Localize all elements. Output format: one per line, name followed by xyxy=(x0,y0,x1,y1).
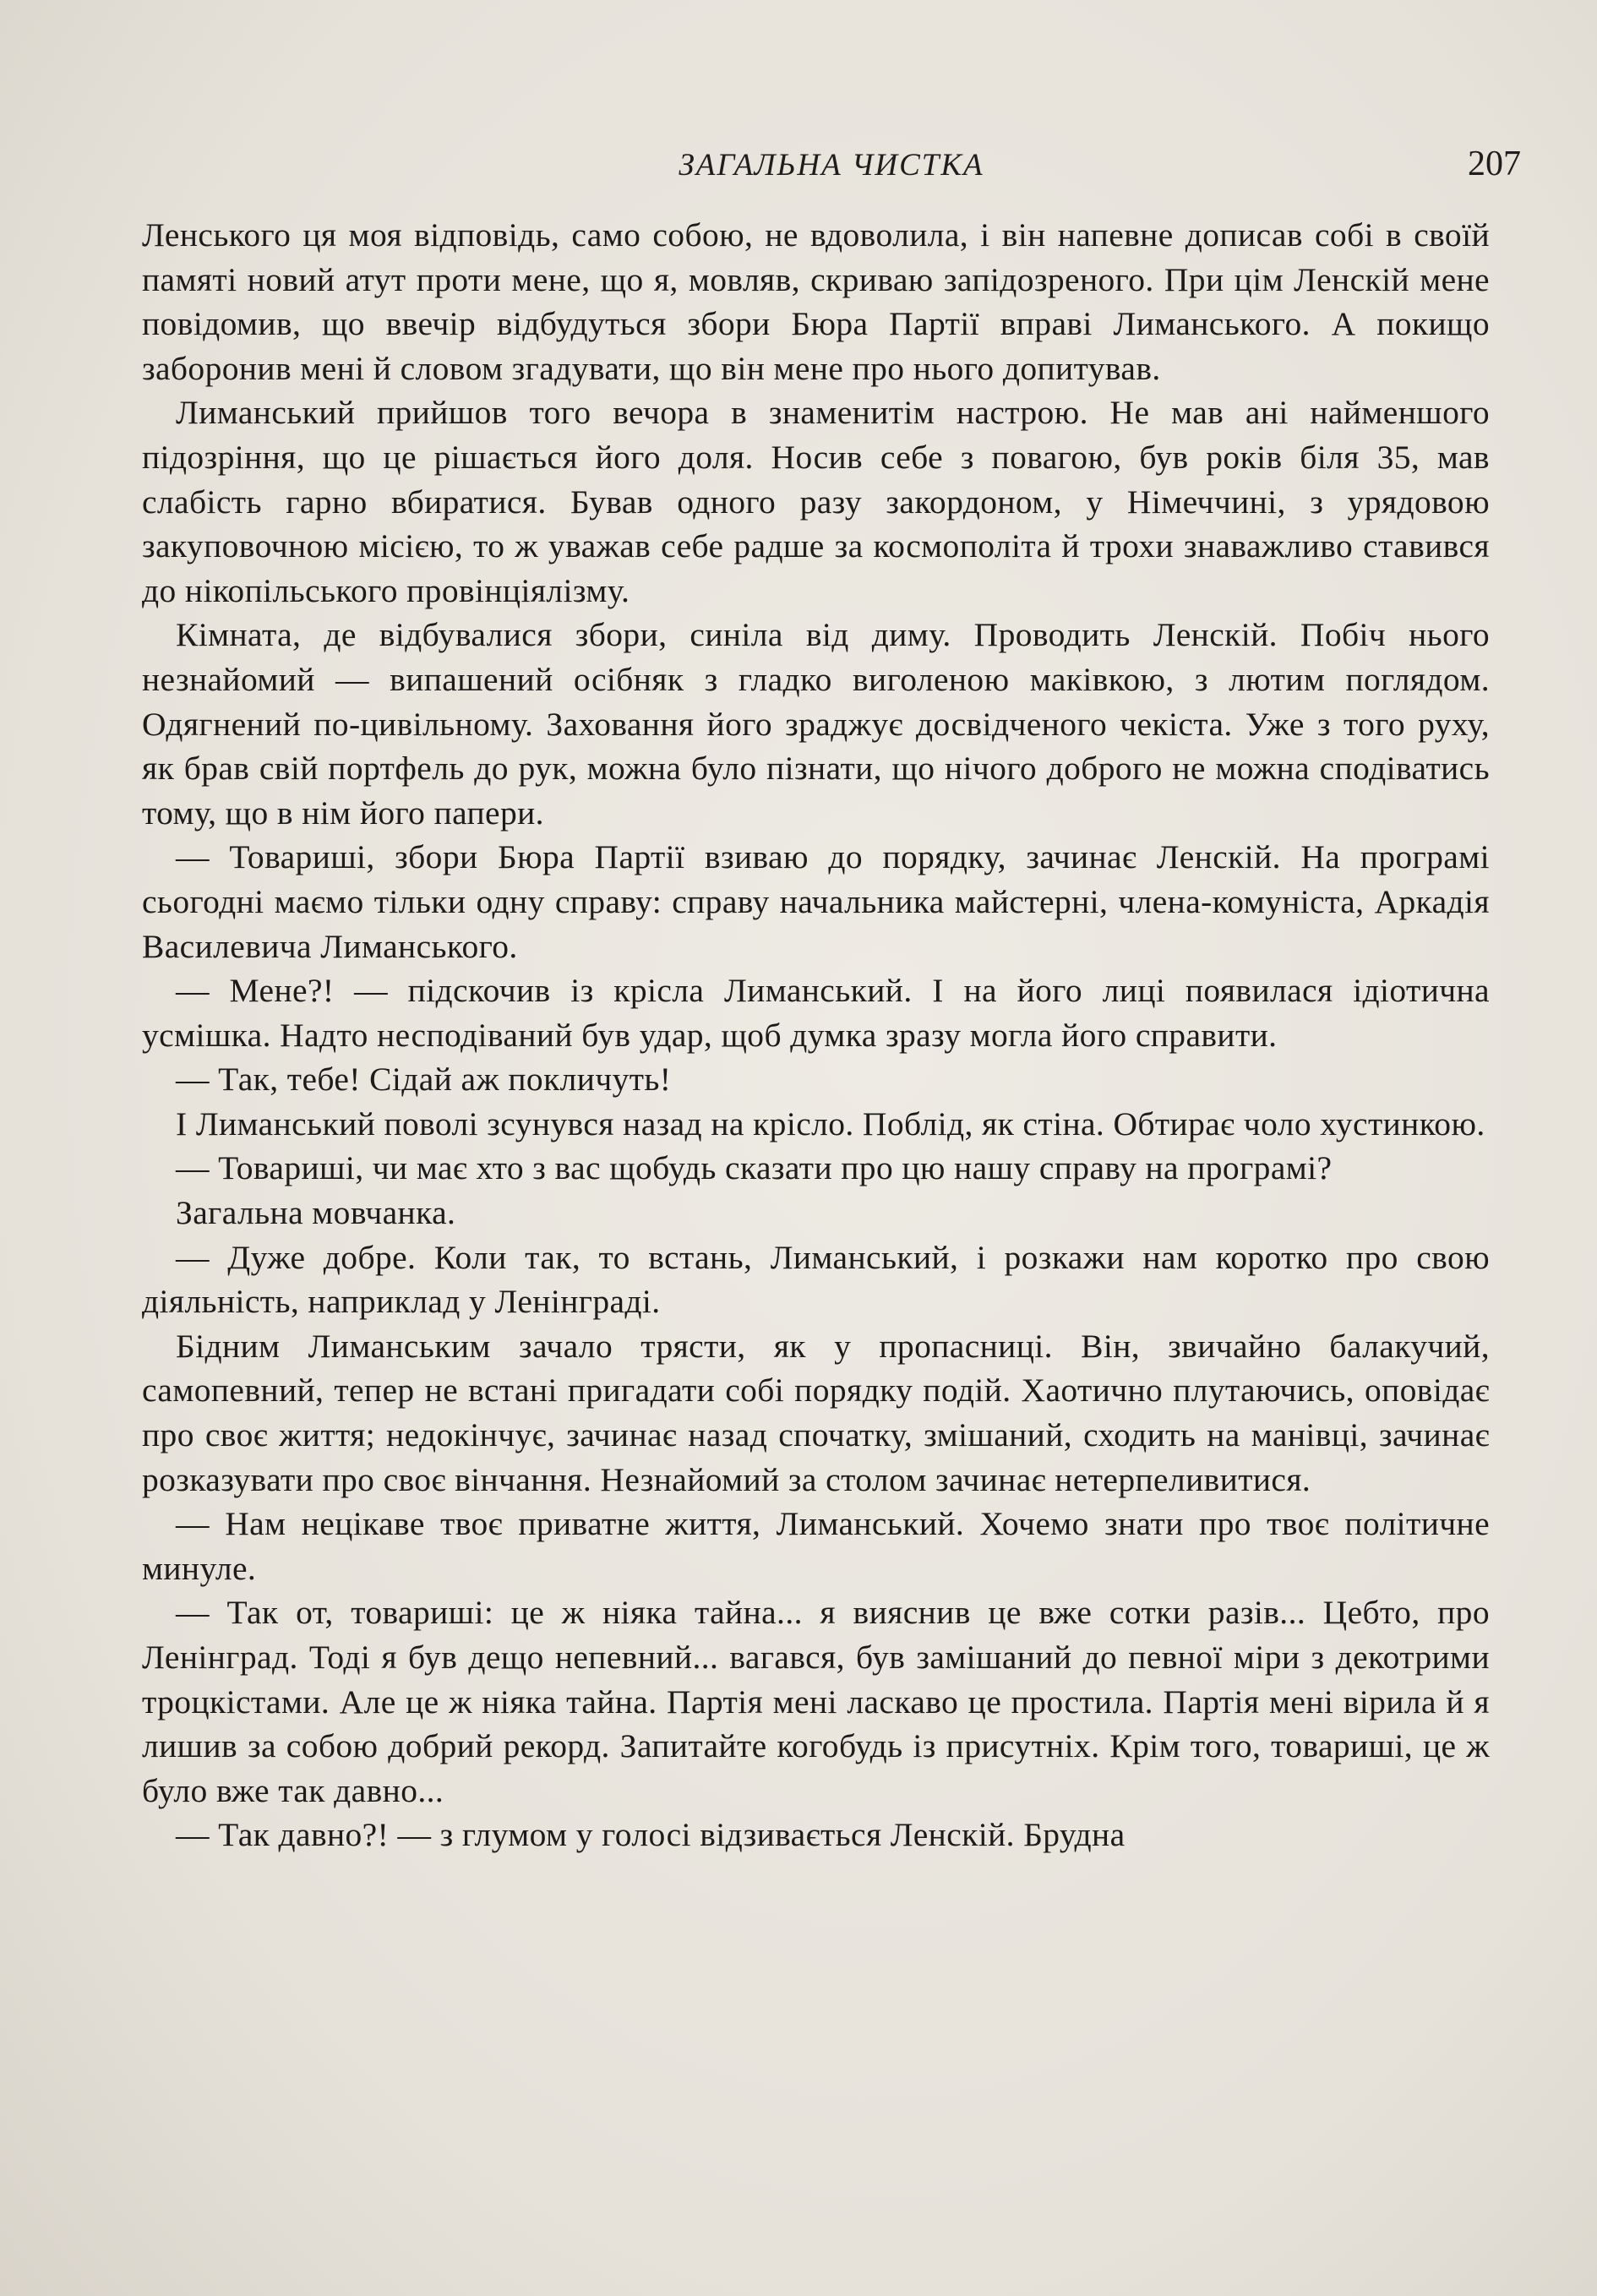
paragraph: — Так от, товариші: це ж ніяка тайна... я вияснив це вже сотки разів... Цебто, про Ленінград. Тоді я був дещо непевний... вагався, був замішаний до певної міри з декотрими троцкістами. Але це ж ніяка тайна. Партія мені ласкаво це простила. Партія мені вірила й я лишив за собою добрий рекорд. Запитайте когобудь із присутніх. Крім того, товариші, це ж було вже так давно... xyxy=(142,1594,1490,1809)
paragraph: — Мене?! — підскочив із крісла Лиманський. І на його лиці появилася ідіотична усмішка. Надто несподіваний був удар, щоб думка зразу могла його справити. xyxy=(142,972,1490,1054)
paragraph: — Товариші, збори Бюра Партії взиваю до порядку, зачинає Ленскій. На програмі сьогодні маємо тільки одну справу: справу начальника майстерні, члена-комуніста, Аркадія Василевича Лиманського. xyxy=(142,838,1490,965)
paragraph: Кімната, де відбувалися збори, синіла від диму. Проводить Ленскій. Побіч нього незнайомий — випашений осібняк з гладко виголеною маківкою, з лютим поглядом. Одягнений по-цивільному. Заховання його зраджує досвідченого чекіста. Уже з того руху, як брав свій портфель до рук, можна було пізнати, що нічого доброго не можна сподіватись тому, що в нім його папери. xyxy=(142,616,1490,832)
paragraph: Бідним Лиманським зачало трясти, як у пропасниці. Він, звичайно балакучий, самопевний, тепер не встані пригадати собі порядку подій. Хаотично плутаючись, оповідає про своє життя; недокінчує, зачинає назад спочатку, змішаний, сходить на манівці, зачинає розказувати про своє вінчання. Незнайомий за столом зачинає нетерпеливитися. xyxy=(142,1327,1490,1498)
paragraph: — Товариші, чи має хто з вас щобудь сказати про цю нашу справу на програмі? xyxy=(176,1149,1333,1187)
paragraph: Ленського ця моя відповідь, само собою, не вдоволила, і він напевне дописав собі в своїй памяті новий атут проти мене, що я, мовляв, скриваю запідозреного. При цім Ленскій мене повідомив, що ввечір відбудуться збори Бюра Партії вправі Лиманського. А покищо заборонив мені й словом згадувати, що він мене про нього допитував. xyxy=(142,216,1490,387)
page-number: 207 xyxy=(1468,145,1521,183)
paragraph: Загальна мовчанка. xyxy=(176,1194,456,1232)
paragraph: І Лиманський поволі зсунувся назад на крісло. Поблід, як стіна. Обтирає чоло хустинкою. xyxy=(176,1104,1485,1143)
paragraph: — Так давно?! — з глумом у голосі відзивається Ленскій. Брудна xyxy=(176,1816,1126,1854)
page-header xyxy=(142,144,1521,194)
running-title: ЗАГАЛЬНА ЧИСТКА xyxy=(679,148,984,183)
body-text xyxy=(142,213,1490,1857)
paragraph: — Так, тебе! Сідай аж покличуть! xyxy=(176,1061,672,1099)
paragraph: — Дуже добре. Коли так, то встань, Лиманський, і розкажи нам коротко про свою діяльність, наприклад у Ленінграді. xyxy=(142,1238,1490,1321)
paragraph: — Нам нецікаве твоє приватне життя, Лиманський. Хочемо знати про твоє політичне минуле. xyxy=(142,1505,1490,1587)
paragraph: Лиманський прийшов того вечора в знаменитім настрою. Не мав ані найменшого підозріння, що це рішається його доля. Носив себе з повагою, був років біля 35, мав слабість гарно вбиратися. Бував одного разу закордоном, у Німеччині, з урядовою закуповочною місією, то ж уважав себе радше за космополіта й трохи знаважливо ставився до нікопільського провінціялізму. xyxy=(142,394,1490,609)
